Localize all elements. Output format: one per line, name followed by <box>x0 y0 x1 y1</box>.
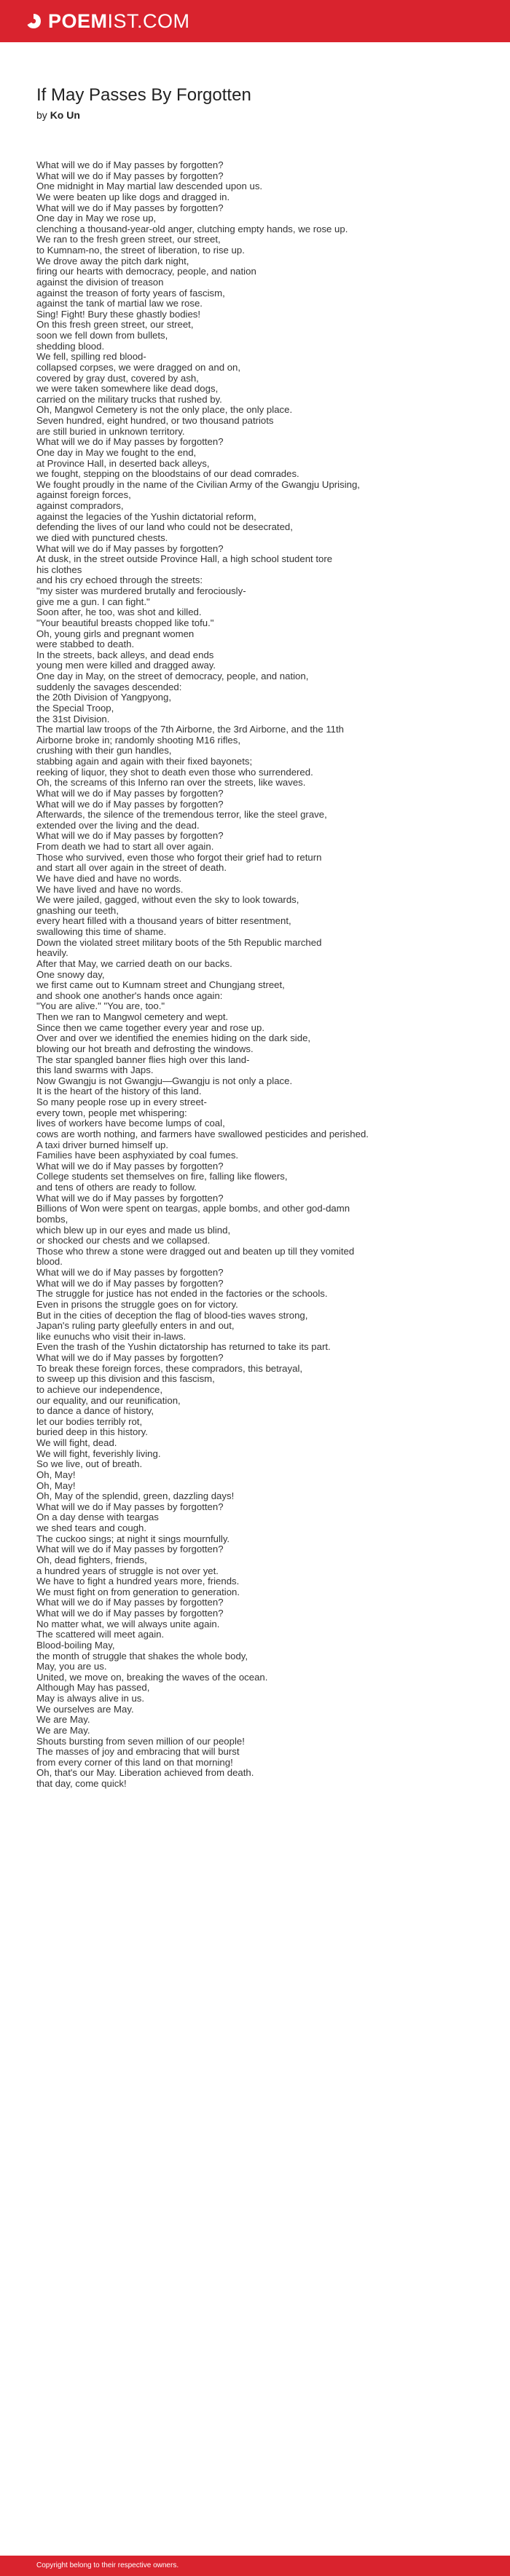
poem-line: the 31st Division. <box>36 713 110 724</box>
poem-line: On this fresh green street, our street, <box>36 319 194 331</box>
poem-line: a hundred years of struggle is not over yet. <box>36 1565 219 1576</box>
poem-line: What will we do if May passes by forgotten? <box>36 436 224 448</box>
poem-line: Airborne broke in; randomly shooting M16 rifles, <box>36 734 241 746</box>
site-logo[interactable] <box>25 9 190 33</box>
poem-line: May, you are us. <box>36 1661 107 1672</box>
poem-line: like eunuchs who visit their in-laws. <box>36 1330 187 1342</box>
poem-line: covered by gray dust, covered by ash, <box>36 372 199 384</box>
site-logo-text <box>48 9 190 33</box>
poem-line: Sing! Fight! Bury these ghastly bodies! <box>36 308 201 320</box>
poem-line: this land swarms with Japs. <box>36 1064 154 1076</box>
poem-line: and tens of others are ready to follow. <box>36 1182 197 1193</box>
poem-line: against the treason of forty years of fascism, <box>36 287 225 299</box>
poem-line: stabbing again and again with their fixed bayonets; <box>36 756 253 767</box>
poem-line: "my sister was murdered brutally and ferociously- <box>36 585 246 596</box>
poem-line: Oh, May of the splendid, green, dazzling days! <box>36 1490 235 1502</box>
poem-line: let our bodies terribly rot, <box>36 1415 143 1427</box>
poem-line: Oh, the screams of this Inferno ran over the streets, like waves. <box>36 777 306 789</box>
poem-line: One day in May we rose up, <box>36 213 157 224</box>
poem-line: are still buried in unknown territory. <box>36 425 185 437</box>
poem-line: firing our hearts with democracy, people, and nation <box>36 266 256 277</box>
poem-line: What will we do if May passes by forgotten? <box>36 1267 224 1278</box>
poem-line: What will we do if May passes by forgotten? <box>36 1352 224 1363</box>
poem-line: against foreign forces, <box>36 489 131 501</box>
poem-line: we died with punctured chests. <box>36 532 168 543</box>
poem-line: The masses of joy and embracing that will burst <box>36 1746 240 1758</box>
poem-line: extended over the living and the dead. <box>36 819 200 831</box>
poem-line: blowing our hot breath and defrosting the windows. <box>36 1043 254 1054</box>
poem-line: shedding blood. <box>36 340 105 352</box>
poem-line: We are May. <box>36 1714 90 1726</box>
poem-line: we first came out to Kumnam street and Chungjang street, <box>36 979 285 991</box>
poem-line: What will we do if May passes by forgotten? <box>36 170 224 181</box>
poem-line: Oh, that's our May. Liberation achieved from death. <box>36 1767 254 1779</box>
poem-line: against the division of treason <box>36 276 164 288</box>
poem-line: to Kumnam-no, the street of liberation, to rise up. <box>36 245 245 256</box>
poem-line: and start all over again in the street of death. <box>36 862 227 874</box>
poem-line: The cuckoo sings; at night it sings mournfully. <box>36 1533 230 1544</box>
poem-line: What will we do if May passes by forgotten? <box>36 1501 224 1512</box>
poem-line: We were beaten up like dogs and dragged in. <box>36 191 230 202</box>
poem-line: The struggle for justice has not ended in the factories or the schools. <box>36 1288 328 1300</box>
poem-line: soon we fell down from bullets, <box>36 330 168 341</box>
poem-line: We will fight, feverishly living. <box>36 1447 161 1459</box>
poem-line: and shook one another's hands once again: <box>36 989 223 1001</box>
poem-line: We fell, spilling red blood- <box>36 351 146 363</box>
copyright-text: Copyright belong to their respective owners. <box>36 2561 179 2569</box>
poem-line: Then we ran to Mangwol cemetery and wept. <box>36 1011 229 1022</box>
poem-line: We fought proudly in the name of the Civilian Army of the Gwangju Uprising, <box>36 478 360 490</box>
poem-line: Over and over we identified the enemies hiding on the dark side, <box>36 1032 311 1044</box>
poem-line: But in the cities of deception the flag of blood-ties waves strong, <box>36 1309 308 1321</box>
poem-line: buried deep in this history. <box>36 1426 148 1438</box>
poem-line: One midnight in May martial law descended upon us. <box>36 181 263 192</box>
poem-line: We have to fight a hundred years more, friends. <box>36 1576 240 1587</box>
poem-line: A taxi driver burned himself up. <box>36 1139 169 1150</box>
poem-body <box>36 160 474 1790</box>
poem-line: to sweep up this division and this fascism, <box>36 1373 215 1385</box>
poem-line: "Your beautiful breasts chopped like tofu." <box>36 617 214 628</box>
poem-line: So many people rose up in every street- <box>36 1097 207 1107</box>
poem-line: swallowing this time of shame. <box>36 926 167 937</box>
poem-line: lives of workers have become lumps of coal, <box>36 1118 225 1129</box>
poem-line: In the streets, back alleys, and dead ends <box>36 649 214 660</box>
poem-line: Those who threw a stone were dragged out and beaten up till they vomited <box>36 1245 355 1257</box>
poem-line: The scattered will meet again. <box>36 1629 165 1640</box>
poem-line: our equality, and our reunification, <box>36 1394 181 1406</box>
poem-line: Although May has passed, <box>36 1682 150 1694</box>
poem-line: every town, people met whispering: <box>36 1107 187 1118</box>
poem-line: gnashing our teeth, <box>36 904 119 916</box>
poem-line: We will fight, dead. <box>36 1437 117 1448</box>
poem-line: heavily. <box>36 947 68 959</box>
poem-line: at Province Hall, in deserted back alleys, <box>36 457 210 469</box>
poem-line: to achieve our independence, <box>36 1383 163 1395</box>
poem-line: We drove away the pitch dark night, <box>36 255 189 266</box>
poem-line: every heart filled with a thousand years of bitter resentment, <box>36 915 291 927</box>
poem-line: were stabbed to death. <box>36 639 135 650</box>
poem-line: We were jailed, gagged, without even the sky to look towards, <box>36 894 299 906</box>
poem-line: Blood-boiling May, <box>36 1639 115 1651</box>
poem-line: What will we do if May passes by forgotten? <box>36 1277 224 1289</box>
poem-line: What will we do if May passes by forgotten? <box>36 798 224 810</box>
poem-line: collapsed corpses, we were dragged on and on, <box>36 361 241 373</box>
poem-line: It is the heart of the history of this land. <box>36 1086 202 1097</box>
poem-line: At dusk, in the street outside Province Hall, a high school student tore <box>36 553 333 565</box>
poem-line: We have died and have no words. <box>36 872 182 884</box>
poem-line: So we live, out of breath. <box>36 1458 143 1470</box>
poem-line: against compradors, <box>36 500 124 511</box>
poem-line: What will we do if May passes by forgotten? <box>36 1192 224 1204</box>
poem-line: crushing with their gun handles, <box>36 745 172 756</box>
poem-line: suddenly the savages descended: <box>36 681 182 692</box>
poem-line: To break these foreign forces, these compradors, this betrayal, <box>36 1362 303 1374</box>
poem-line: young men were killed and dragged away. <box>36 660 216 671</box>
poem-line: we shed tears and cough. <box>36 1522 147 1533</box>
poem-title: If May Passes By Forgotten <box>36 85 251 105</box>
poem-line: the Special Troop, <box>36 702 114 714</box>
poem-line: Soon after, he too, was shot and killed. <box>36 607 202 618</box>
poem-line: After that May, we carried death on our backs. <box>36 957 232 969</box>
poem-line: The martial law troops of the 7th Airborne, the 3rd Airborne, and the 11th <box>36 724 345 735</box>
poem-line: What will we do if May passes by forgotten? <box>36 1544 224 1555</box>
poem-line: United, we move on, breaking the waves of the ocean. <box>36 1671 268 1683</box>
poem-line: Japan's ruling party gleefully enters in and out, <box>36 1320 235 1332</box>
poem-line: What will we do if May passes by forgotten? <box>36 787 224 799</box>
poem-line: We have lived and have no words. <box>36 883 184 895</box>
poem-line: Oh, young girls and pregnant women <box>36 628 195 639</box>
poem-line: What will we do if May passes by forgotten? <box>36 159 224 170</box>
poem-line: Seven hundred, eight hundred, or two thousand patriots <box>36 415 274 426</box>
poem-line: against the tank of martial law we rose. <box>36 298 203 309</box>
poem-line: Shouts bursting from seven million of our people! <box>36 1735 245 1747</box>
poem-line: against the legacies of the Yushin dictatorial reform, <box>36 510 256 522</box>
poem-line: defending the lives of our land who could not be desecrated, <box>36 521 293 533</box>
poem-line: What will we do if May passes by forgotten? <box>36 1608 224 1619</box>
poem-line: Since then we came together every year and rose up. <box>36 1022 265 1033</box>
poem-line: What will we do if May passes by forgotten? <box>36 1160 224 1172</box>
poem-line: We ourselves are May. <box>36 1703 134 1715</box>
poem-line: On a day dense with teargas <box>36 1512 159 1523</box>
poem-line: we were taken somewhere like dead dogs, <box>36 383 219 395</box>
poem-line: May is always alive in us. <box>36 1693 145 1704</box>
logo-text-bold: POEM <box>48 10 108 32</box>
poem-line: One snowy day, <box>36 968 105 980</box>
poem-line: What will we do if May passes by forgotten? <box>36 202 224 213</box>
poem-line: We ran to the fresh green street, our street, <box>36 234 221 245</box>
poem-line: We must fight on from generation to generation. <box>36 1586 240 1597</box>
poem-line: From death we had to start all over again. <box>36 841 214 852</box>
poem-line: the month of struggle that shakes the whole body, <box>36 1650 248 1662</box>
poem-line: Down the violated street military boots of the 5th Republic marched <box>36 936 322 948</box>
poem-line: One day in May, on the street of democracy, people, and nation, <box>36 671 309 681</box>
poem-line: to dance a dance of history, <box>36 1405 154 1417</box>
poem-line: The star spangled banner flies high over this land- <box>36 1054 250 1065</box>
poem-line: which blew up in our eyes and made us blind, <box>36 1224 231 1236</box>
site-footer <box>0 2556 510 2576</box>
poem-line: we fought, stepping on the bloodstains of our dead comrades. <box>36 468 299 480</box>
poem-line: from every corner of this land on that morning! <box>36 1756 233 1768</box>
author-link[interactable]: Ko Un <box>50 109 80 121</box>
poem-line: blood. <box>36 1256 63 1268</box>
poem-line: Afterwards, the silence of the tremendous terror, like the steel grave, <box>36 809 327 821</box>
poem-line: No matter what, we will always unite again. <box>36 1618 220 1629</box>
poem-line: Now Gwangju is not Gwangju—Gwangju is not only a place. <box>36 1075 293 1086</box>
poem-line: the 20th Division of Yangpyong, <box>36 692 171 703</box>
poem-line: cows are worth nothing, and farmers have swallowed pesticides and perished. <box>36 1128 369 1139</box>
poem-line: Those who survived, even those who forgot their grief had to return <box>36 851 322 863</box>
poem-line: or shocked our chests and we collapsed. <box>36 1235 211 1246</box>
poem-line: that day, come quick! <box>36 1778 127 1789</box>
poem-line: and his cry echoed through the streets: <box>36 574 203 586</box>
poem-line: clenching a thousand-year-old anger, clutching empty hands, we rose up. <box>36 223 348 234</box>
poem-line: his clothes <box>36 564 82 575</box>
by-label: by <box>36 109 47 121</box>
poem-line: give me a gun. I can fight." <box>36 596 150 607</box>
poemist-logo-icon <box>25 12 42 30</box>
site-header <box>0 0 510 42</box>
byline <box>36 108 80 122</box>
poem-line: Oh, May! <box>36 1479 76 1491</box>
poem-line: What will we do if May passes by forgotten? <box>36 830 224 842</box>
poem-line: Billions of Won were spent on teargas, apple bombs, and other god-damn <box>36 1203 350 1214</box>
poem-line: We are May. <box>36 1724 90 1736</box>
poem-line: What will we do if May passes by forgotten? <box>36 542 224 554</box>
logo-text-light: IST.COM <box>107 10 190 32</box>
poem-line: Even the trash of the Yushin dictatorship has returned to take its part. <box>36 1341 331 1353</box>
poem-line: Oh, May! <box>36 1469 76 1480</box>
poem-line: One day in May we fought to the end, <box>36 446 197 458</box>
poem-line: Families have been asphyxiated by coal fumes. <box>36 1150 239 1161</box>
poem-line: Even in prisons the struggle goes on for victory. <box>36 1298 238 1310</box>
poem-line: bombs, <box>36 1213 68 1225</box>
poem-line: reeking of liquor, they shot to death even those who surrendered. <box>36 766 313 778</box>
poem-line: carried on the military trucks that rushed by. <box>36 393 222 405</box>
poem-line: College students set themselves on fire, falling like flowers, <box>36 1171 288 1182</box>
poem-line: Oh, Mangwol Cemetery is not the only place, the only place. <box>36 404 293 416</box>
poem-line: What will we do if May passes by forgotten? <box>36 1597 224 1608</box>
poem-line: Oh, dead fighters, friends, <box>36 1554 147 1565</box>
poem-line: "You are alive." "You are, too." <box>36 1000 165 1012</box>
